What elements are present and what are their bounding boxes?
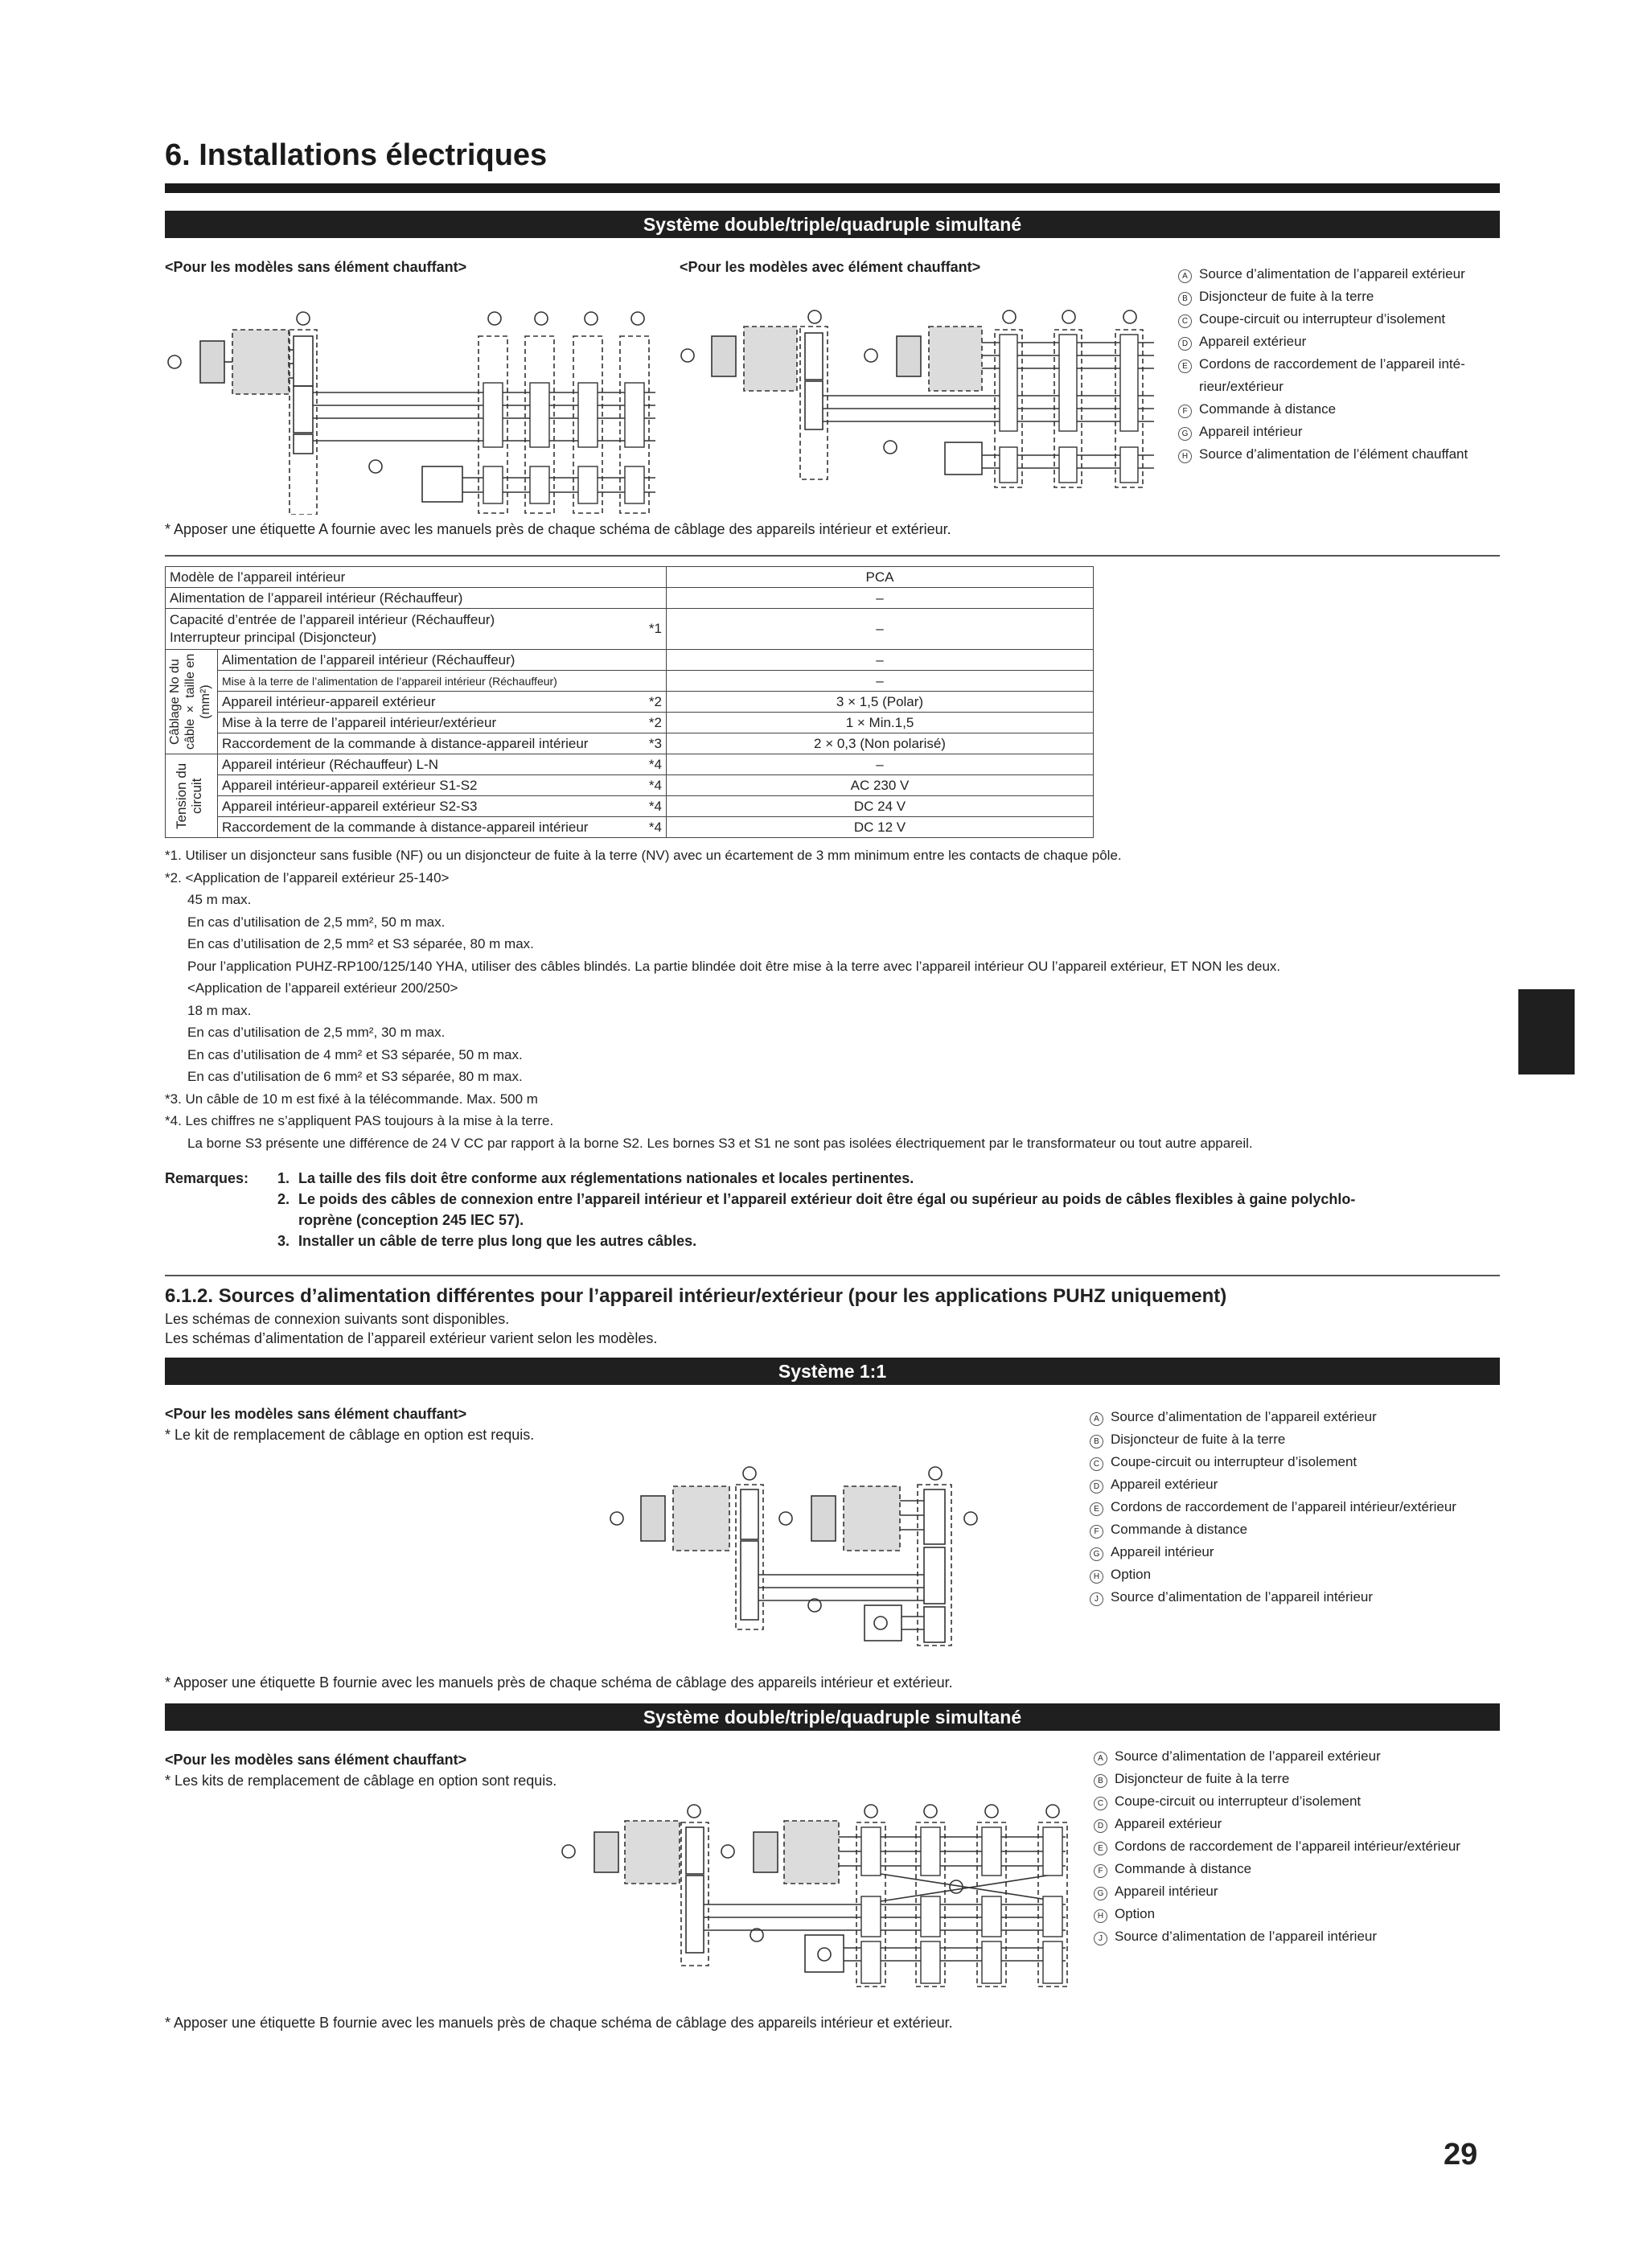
section-heading-612: 6.1.2. Sources d’alimentation différentes pour l’appareil intérieur/extérieur (pour les applications PUHZ uniquement) <box>165 1285 1227 1307</box>
right-diagram-heading: <Pour les modèles avec élément chauffant> <box>680 259 981 275</box>
remark-item: roprène (conception 245 IEC 57). <box>298 1212 524 1228</box>
table-row: Raccordement de la commande à distance-appareil intérieur *4 DC 12 V <box>166 817 1094 838</box>
legend-item: A Source d’alimentation de l’appareil extérieur <box>1090 1406 1500 1428</box>
group-label-tension: Tension du circuit <box>174 762 204 829</box>
table-row: Capacité d’entrée de l’appareil intérieur (Réchauffeur) Interrupteur principal (Disjoncteur) *1 – <box>166 609 1094 650</box>
legend-item: F Commande à distance <box>1094 1858 1500 1880</box>
table-row: Alimentation de l’appareil intérieur (Réchauffeur) – <box>166 588 1094 609</box>
label-b-note-1: * Apposer une étiquette B fournie avec les manuels près de chaque schéma de câblage des appareils intérieur et extérieur. <box>165 1674 953 1691</box>
footnote-line: En cas d’utilisation de 2,5 mm², 50 m max. <box>187 914 446 930</box>
footnote-line: 45 m max. <box>187 892 252 907</box>
legend-item: H Source d’alimentation de l’élément chauffant <box>1178 443 1500 466</box>
table-row: Tension du circuit Appareil intérieur (Réchauffeur) L-N *4 – <box>166 754 1094 775</box>
section2-sub-note: * Le kit de remplacement de câblage en option est requis. <box>165 1427 535 1443</box>
table-row: Appareil intérieur-appareil extérieur S2-S3 *4 DC 24 V <box>166 796 1094 817</box>
section2-sub-heading: <Pour les modèles sans élément chauffant> <box>165 1406 467 1422</box>
footnote-line: En cas d’utilisation de 2,5 mm², 30 m max. <box>187 1025 446 1040</box>
legend-item: A Source d’alimentation de l’appareil extérieur <box>1094 1745 1500 1768</box>
legend-item: J Source d’alimentation de l’appareil intérieur <box>1090 1586 1500 1609</box>
legend-item: C Coupe-circuit ou interrupteur d’isolement <box>1090 1451 1500 1473</box>
wiring-diagram-with-heater <box>680 306 1178 491</box>
footnote-line: La borne S3 présente une différence de 24 V CC par rapport à la borne S2. Les bornes S3 et S1 ne sont pas isolées électriquement par le transformateur ou tout autre appareil. <box>187 1135 1253 1151</box>
legend-item: H Option <box>1094 1903 1500 1925</box>
footnote-line: *1. Utiliser un disjoncteur sans fusible (NF) ou un disjoncteur de fuite à la terre (NV) avec un écartement de 3 mm minimum entre les contacts de chaque pôle. <box>165 848 1122 863</box>
footnote-line: En cas d’utilisation de 6 mm² et S3 séparée, 80 m max. <box>187 1069 523 1084</box>
section-bar-1: Système double/triple/quadruple simultané <box>165 211 1500 238</box>
footnotes <box>165 844 1500 1154</box>
label-a-note: * Apposer une étiquette A fournie avec les manuels près de chaque schéma de câblage des appareils intérieur et extérieur. <box>165 521 951 537</box>
label-b-note-2: * Apposer une étiquette B fournie avec les manuels près de chaque schéma de câblage des appareils intérieur et extérieur. <box>165 2015 953 2031</box>
section3-sub-heading: <Pour les modèles sans élément chauffant> <box>165 1752 467 1768</box>
remark-item: 1. La taille des fils doit être conforme aux réglementations nationales et locales pertinentes. <box>277 1170 914 1186</box>
language-side-tab <box>1518 989 1575 1074</box>
intro-line-1: Les schémas de connexion suivants sont disponibles. <box>165 1311 510 1327</box>
legend-item: C Coupe-circuit ou interrupteur d’isolement <box>1178 308 1500 331</box>
title-rule <box>165 183 1500 193</box>
table-row: Mise à la terre de l’alimentation de l’appareil intérieur (Réchauffeur) – <box>166 671 1094 692</box>
section3-sub-note: * Les kits de remplacement de câblage en option sont requis. <box>165 1773 557 1789</box>
legend-item: F Commande à distance <box>1090 1518 1500 1541</box>
table-row: Modèle de l’appareil intérieur PCA <box>166 567 1094 588</box>
table-row: Raccordement de la commande à distance-appareil intérieur *3 2 × 0,3 (Non polarisé) <box>166 733 1094 754</box>
remarks <box>165 1168 1500 1251</box>
footnote-line: *3. Un câble de 10 m est fixé à la télécommande. Max. 500 m <box>165 1091 538 1107</box>
footnote-line: 18 m max. <box>187 1002 252 1018</box>
legend-item: B Disjoncteur de fuite à la terre <box>1090 1428 1500 1451</box>
footnote-line: *4. Les chiffres ne s’appliquent PAS toujours à la mise à la terre. <box>165 1113 554 1128</box>
intro-line-2: Les schémas d’alimentation de l’appareil extérieur varient selon les modèles. <box>165 1330 658 1346</box>
table-row: Mise à la terre de l’appareil intérieur/extérieur *2 1 × Min.1,5 <box>166 713 1094 733</box>
table-row: Appareil intérieur-appareil extérieur *2 3 × 1,5 (Polar) <box>166 692 1094 713</box>
legend-item: G Appareil intérieur <box>1090 1541 1500 1563</box>
legend-item: C Coupe-circuit ou interrupteur d’isolement <box>1094 1790 1500 1813</box>
wiring-diagram-without-heater <box>165 306 680 515</box>
page-number: 29 <box>1444 2138 1478 2171</box>
divider <box>165 555 1500 557</box>
legend-item: D Appareil extérieur <box>1090 1473 1500 1496</box>
wiring-diagram-system-1-1 <box>607 1462 985 1655</box>
legend-item: A Source d’alimentation de l’appareil extérieur <box>1178 263 1500 286</box>
table-row: Câblage No du câble × taille en (mm²) Alimentation de l’appareil intérieur (Réchauffeur) – <box>166 650 1094 671</box>
footnote-line: En cas d’utilisation de 4 mm² et S3 séparée, 50 m max. <box>187 1046 523 1062</box>
table-row: Appareil intérieur-appareil extérieur S1-S2 *4 AC 230 V <box>166 775 1094 796</box>
section-bar-3: Système double/triple/quadruple simultané <box>165 1703 1500 1731</box>
legend-item: D Appareil extérieur <box>1094 1813 1500 1835</box>
legend-item: E Cordons de raccordement de l’appareil inté- <box>1178 353 1500 376</box>
legend-item: rieur/extérieur <box>1199 379 1284 394</box>
footnote-line: <Application de l’appareil extérieur 200/250> <box>187 980 458 996</box>
legend-item: G Appareil intérieur <box>1178 421 1500 443</box>
legend-section1 <box>1178 263 1500 466</box>
wiring-spec-table <box>165 566 1094 838</box>
legend-item: G Appareil intérieur <box>1094 1880 1500 1903</box>
section-bar-2: Système 1:1 <box>165 1358 1500 1385</box>
footnote-line: En cas d’utilisation de 2,5 mm² et S3 séparée, 80 m max. <box>187 936 534 951</box>
page-title: 6. Installations électriques <box>165 138 548 172</box>
remark-item: 3. Installer un câble de terre plus long que les autres câbles. <box>277 1233 697 1249</box>
legend-item: J Source d’alimentation de l’appareil intérieur <box>1094 1925 1500 1948</box>
left-diagram-heading: <Pour les modèles sans élément chauffant> <box>165 259 467 275</box>
group-label-cablage: Câblage No du câble × taille en (mm²) <box>168 653 212 750</box>
legend-item: F Commande à distance <box>1178 398 1500 421</box>
divider <box>165 1275 1500 1276</box>
legend-item: D Appareil extérieur <box>1178 331 1500 353</box>
legend-section3 <box>1094 1745 1500 1948</box>
legend-item: B Disjoncteur de fuite à la terre <box>1178 286 1500 308</box>
footnote-line: *2. <Application de l’appareil extérieur 25-140> <box>165 869 450 885</box>
legend-section2 <box>1090 1406 1500 1609</box>
remark-item: 2. Le poids des câbles de connexion entre l’appareil intérieur et l’appareil extérieur doit être égal ou supérieur au poids de câbles flexibles à gaine polychlo- <box>277 1191 1356 1207</box>
remarks-label: Remarques: <box>165 1170 249 1186</box>
legend-item: B Disjoncteur de fuite à la terre <box>1094 1768 1500 1790</box>
footnote-line: Pour l’application PUHZ-RP100/125/140 YHA, utiliser des câbles blindés. La partie blindée doit être mise à la terre avec l’appareil intérieur OU l’appareil extérieur, ET NON les deux. <box>187 958 1281 974</box>
legend-item: E Cordons de raccordement de l’appareil intérieur/extérieur <box>1094 1835 1500 1858</box>
legend-item: H Option <box>1090 1563 1500 1586</box>
wiring-diagram-multi-separate-supply <box>559 1802 1074 1995</box>
legend-item: E Cordons de raccordement de l’appareil intérieur/extérieur <box>1090 1496 1500 1518</box>
